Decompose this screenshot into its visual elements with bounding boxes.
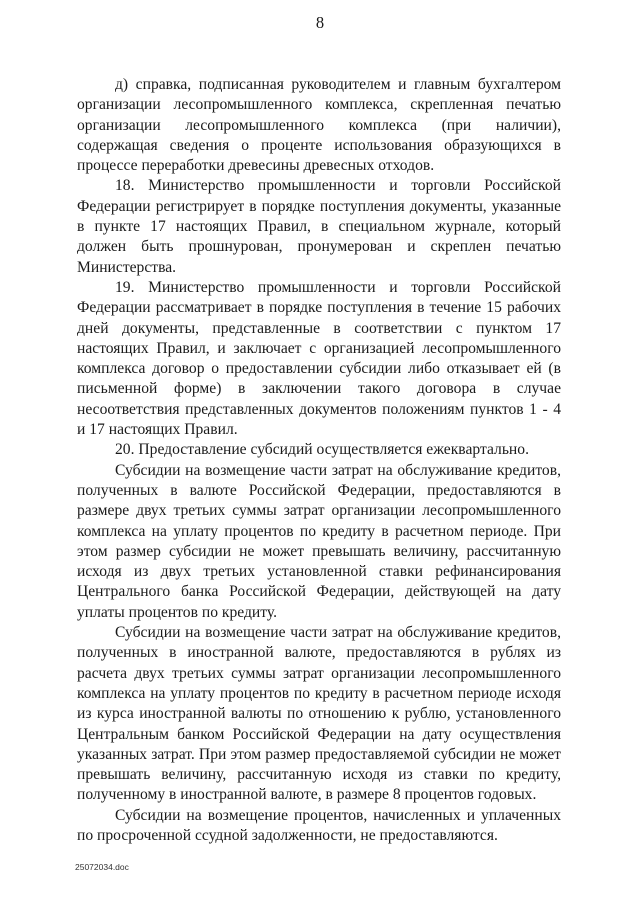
paragraph-item-d: д) справка, подписанная руководителем и главным бухгалтером организации лесопромышленного комплекса, скрепленная печатью организации лесопромышленного комплекса (при наличии), содержащая сведения о проценте использования образующихся в процессе переработки древесины древесных отходов. <box>77 76 561 175</box>
footer-filename: 25072034.doc <box>75 862 129 872</box>
paragraph-subsidy-foreign: Субсидии на возмещение части затрат на обслуживание кредитов, полученных в иностранной валюте, предоставляются в рублях из расчета двух третьих суммы затрат организации лесопромышленного комплекса на уплату процентов по кредиту в расчетном периоде исходя из курса иностранной валюты по отношению к рублю, установленного Центральным банком Российской Федерации на дату осуществления указанных затрат. При этом размер предоставляемой субсидии не может превышать величину, рассчитанную исходя из ставки по кредиту, полученному в иностранной валюте, в размере 8 процентов годовых. <box>77 624 561 804</box>
paragraph-19: 19. Министерство промышленности и торговли Российской Федерации рассматривает в порядке поступления в течение 15 рабочих дней документы, представленные в соответствии с пунктом 17 настоящих Правил, и заключает с организацией лесопромышленного комплекса договор о предоставлении субсидии либо отказывает ей (в письменной форме) в заключении такого договора в случае несоответствия представленных документов положениям пунктов 1 - 4 и 17 настоящих Правил. <box>77 278 561 439</box>
paragraph-20: 20. Предоставление субсидий осуществляется ежеквартально. <box>115 441 529 459</box>
page-number: 8 <box>315 13 325 32</box>
paragraph-subsidy-rub: Субсидии на возмещение части затрат на обслуживание кредитов, полученных в валюте Российской Федерации, предоставляются в размере двух третьих суммы затрат организации лесопромышленного комплекса на уплату процентов по кредиту в расчетном периоде. При этом размер субсидии не может превышать величину, рассчитанную исходя из двух третьих установленной ставки рефинансирования Центрального банка Российской Федерации, действующей на дату уплаты процентов по кредиту. <box>77 461 561 621</box>
paragraph-18: 18. Министерство промышленности и торговли Российской Федерации регистрирует в порядке поступления документы, указанные в пункте 17 настоящих Правил, в специальном журнале, который должен быть прошнурован, пронумерован и скреплен печатью Министерства. <box>77 177 561 276</box>
document-body <box>77 75 561 846</box>
paragraph-subsidy-overdue: Субсидии на возмещение процентов, начисленных и уплаченных по просроченной ссудной задолженности, не предоставляются. <box>77 806 561 844</box>
